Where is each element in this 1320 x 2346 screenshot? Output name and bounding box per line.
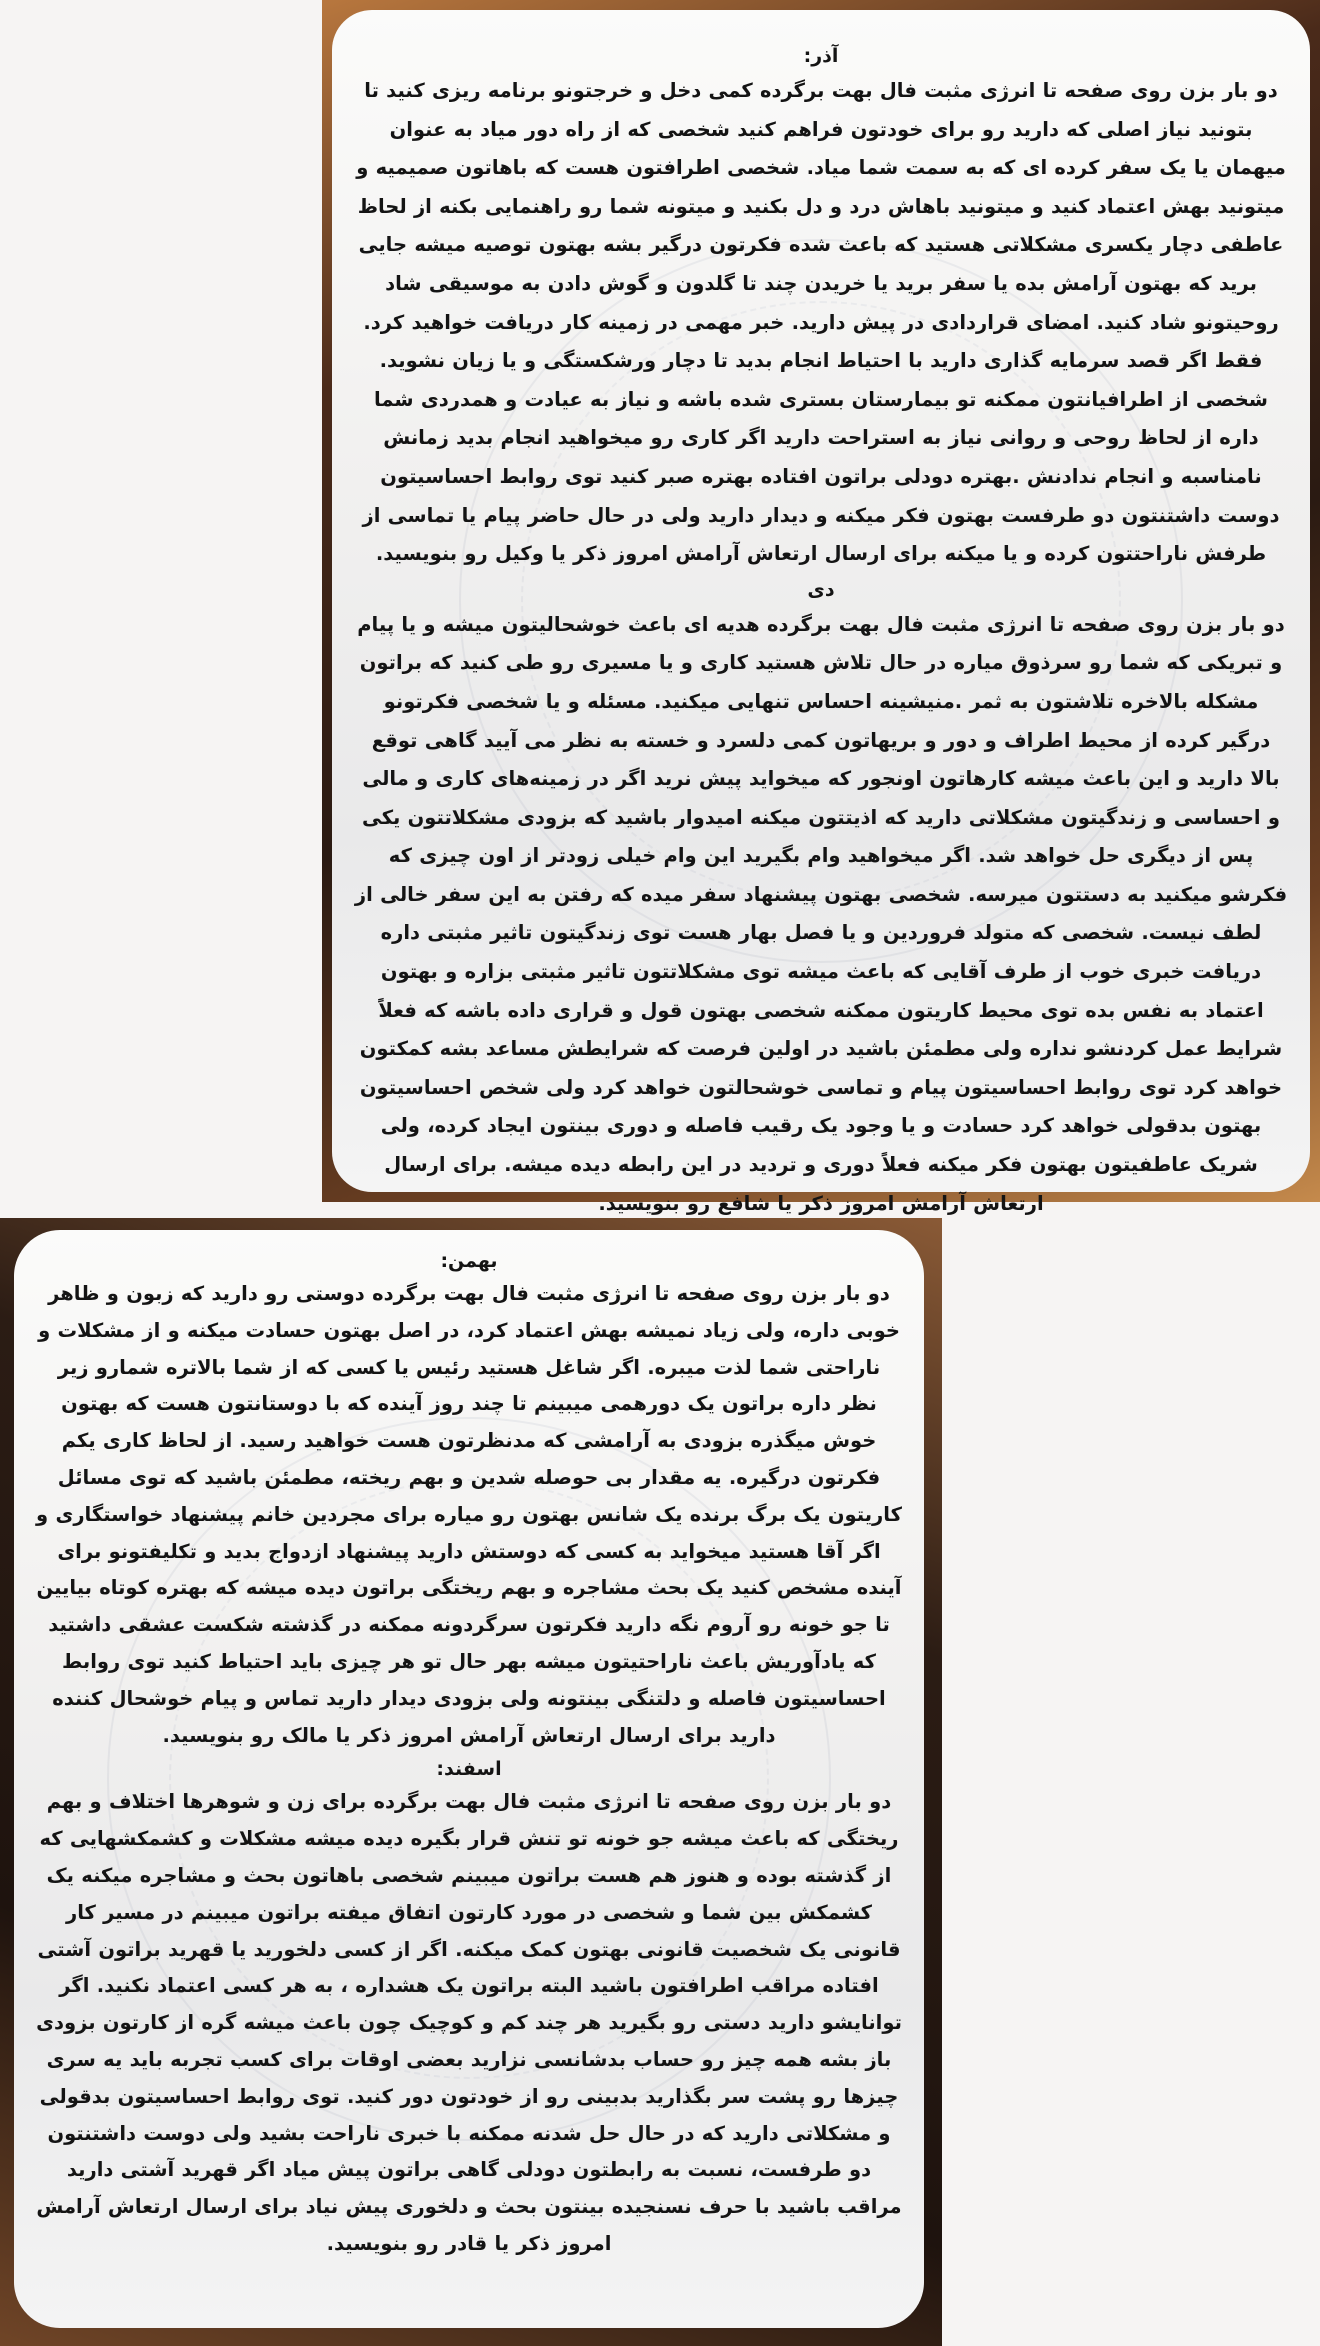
month-title-dey: دی — [807, 578, 835, 601]
month-text-bahman: دو بار بزن روی صفحه تا انرژی مثبت فال بهت برگرده دوستی رو دارید که زبون و ظاهر خوبی داره، ولی زیاد نمیشه بهش اعتماد کرد، در اصل بهتون حسادت میکنه و از مشکلات و ناراحتی شما لذت میبره. اگر شاغل هستید رئیس یا کسی که از شما بالاتره شمارو زیر نظر داره براتون یک دورهمی میبینم تا چند روز آینده که با دوستانتون هست که بهتون خوش میگذره بزودی به آرامشی که مدنظرتون هست خواهید رسید. از لحاظ کاری یکم فکرتون درگیره. یه مقدار بی حوصله شدین و بهم ریخته، مطمئن باشید که توی مسائل کاریتون یک برگ برنده یک شانس بهتون رو میاره برای مجردین خانم پیشنهاد خواستگاری و اگر آقا هستید میخواید به کسی که دوستش دارید پیشنهاد ازدواج بدید و تکلیفتونو برای آینده مشخص کنید یک بحث مشاجره و بهم ریختگی براتون دیده میشه که بهتره کوتاه بیایین تا جو خونه رو آروم نگه دارید فکرتون سرگردونه ممکنه در گذشته شکست عشقی داشتید که یادآوریش باعث ناراحتیتون میشه بهر حال تو هر چیزی باید احتیاط کنید توی روابط احساسیتون فاصله و دلتنگی بینتونه ولی بزودی دیدار دارید تماس و پیام خوشحال کننده دارید برای ارسال ارتعاش آرامش امروز ذکر یا مالک رو بنویسید. — [36, 1282, 902, 1747]
month-title-bahman: بهمن: — [440, 1250, 498, 1272]
horoscope-card-top — [322, 0, 1320, 1215]
month-title-esfand: اسفند: — [436, 1758, 502, 1781]
horoscope-card-bottom — [0, 1218, 942, 2346]
month-text-azar: دو بار بزن روی صفحه تا انرژی مثبت فال بهت برگرده کمی دخل و خرجتونو برنامه ریزی کنید تا بتونید نیاز اصلی که دارید رو برای خودتون فراهم کنید شخصی که از راه دور میاد به عنوان میهمان یا یک سفر کرده ای که به سمت شما میاد. شخصی اطرافتون هست که باهاتون صمیمیه و میتونید بهش اعتماد کنید و میتونید باهاش درد و دل بکنید و میتونه شما رو راهنمایی بکنه از لحاظ عاطفی دچار یکسری مشکلاتی هستید که باعث شده فکرتون درگیر بشه بهتون توصیه میشه جایی برید که بهتون آرامش بده یا سفر برید یا خریدن چند تا گلدون و گوش دادن به موسیقی شاد روحیتونو شاد کنید. امضای قراردادی در پیش دارید. خبر مهمی در زمینه کار دریافت خواهید کرد. فقط اگر قصد سرمایه گذاری دارید با احتیاط انجام بدید تا دچار ورشکستگی و یا زیان نشوید. شخصی از اطرافیانتون ممکنه تو بیمارستان بستری شده باشه و نیاز به عیادت و همدردی شما داره از لحاظ روحی و روانی نیاز به استراحت دارید اگر کاری رو میخواهید انجام بدید زمانش نامناسبه و انجام ندادنش .بهتره دودلی براتون افتاده بهتره صبر کنید توی روابط احساسیتون دوست داشتنتون دو طرفست بهتون فکر میکنه و دیدار دارید ولی در حال حاضر پیام یا تماسی از طرفش ناراحتتون کرده و یا میکنه برای ارسال ارتعاش آرامش امروز ذکر یا وکیل رو بنویسید. — [356, 79, 1286, 566]
horoscope-panel-bottom — [14, 1230, 924, 2328]
month-text-esfand: دو بار بزن روی صفحه تا انرژی مثبت فال بهت برگرده برای زن و شوهرها اختلاف و بهم ریختگی که باعث میشه جو خونه تو تنش قرار بگیره دیده میشه مشکلات و کشمکشهایی که از گذشته بوده و هنوز هم هست براتون میبینم شخصی باهاتون بحث و مشاجره میکنه یک کشمکش بین شما و شخصی در مورد کارتون اتفاق میفته براتون میبینم در مسیر کار قانونی یک شخصیت قانونی بهتون کمک میکنه. اگر از کسی دلخورید یا قهرید براتون آشتی افتاده مراقب اطرافتون باشید البته براتون یک هشداره ، به هر کسی اعتماد نکنید. اگر توانایشو دارید دستی رو بگیرید هر چند کم و کوچیک چون باعث میشه گره از کارتون بزودی باز بشه همه چیز رو حساب بدشانسی نزارید بعضی اوقات برای کسب تجربه باید یه سری چیزها رو پشت سر بگذارید بدبینی رو از خودتون دور کنید. توی روابط احساسیتون بدقولی و مشکلاتی دارید که در حال حل شدنه ممکنه با خبری ناراحت بشید ولی دوست داشتنتون دو طرفست، نسبت به رابطتون دودلی گاهی براتون پیش میاد اگر قهرید آشتی دارید مراقب باشید با حرف نسنجیده بینتون بحث و دلخوری پیش نیاد برای ارسال ارتعاش آرامش امروز ذکر یا قادر رو بنویسید. — [36, 1790, 902, 2255]
month-title-azar: آذر: — [803, 45, 839, 67]
horoscope-panel-top — [332, 10, 1310, 1215]
month-text-dey: دو بار بزن روی صفحه تا انرژی مثبت فال بهت برگرده هدیه ای باعث خوشحالیتون میشه و یا پیام و تبریکی که شما رو سرذوق میاره در حال تلاش هستید کاری و یا مسیری رو طی کنید که براتون مشکله بالاخره تلاشتون به ثمر .منیشینه احساس تنهایی میکنید. مسئله و یا شخصی فکرتونو درگیر کرده از محیط اطراف و دور و بریهاتون کمی دلسرد و خسته به نظر می آیید گاهی توقع بالا دارید و این باعث میشه کارهاتون اونجور که میخواید پیش نرید اگر در زمینه‌های کاری و مالی و احساسی و زندگیتون مشکلاتی دارید که اذیتتون میکنه امیدوار باشید که بزودی مشکلاتتون یکی پس از دیگری حل خواهد شد. اگر میخواهید وام بگیرید این وام خیلی زودتر از اون چیزی که فکرشو میکنید به دستتون میرسه. شخصی بهتون پیشنهاد سفر میده که رفتن به این سفر خالی از لطف نیست. شخصی که متولد فروردین و یا فصل بهار هست توی زندگیتون تاثیر مثبتی داره دریافت خبری خوب از طرف آقایی که باعث میشه توی مشکلاتتون تاثیر مثبتی بزاره و بهتون اعتماد به نفس بده توی محیط کاریتون ممکنه شخصی بهتون قول و قراری داده باشه که فعلاً شرایط عمل کردنشو نداره ولی مطمئن باشید در اولین فرصت که شرایطش مساعد بشه کمکتون خواهد کرد توی روابط احساسیتون پیام و تماسی خوشحالتون خواهد کرد ولی شخص احساسیتون بهتون بدقولی خواهد کرد حسادت و یا وجود یک رقیب فاصله و دوری بینتون ایجاد کرده، ولی شریک عاطفیتون بهتون فکر میکنه فعلاً دوری و تردید در این رابطه دیده میشه. برای ارسال ارتعاش آرامش امروز ذکر یا شافع رو بنویسید. — [354, 612, 1288, 1215]
